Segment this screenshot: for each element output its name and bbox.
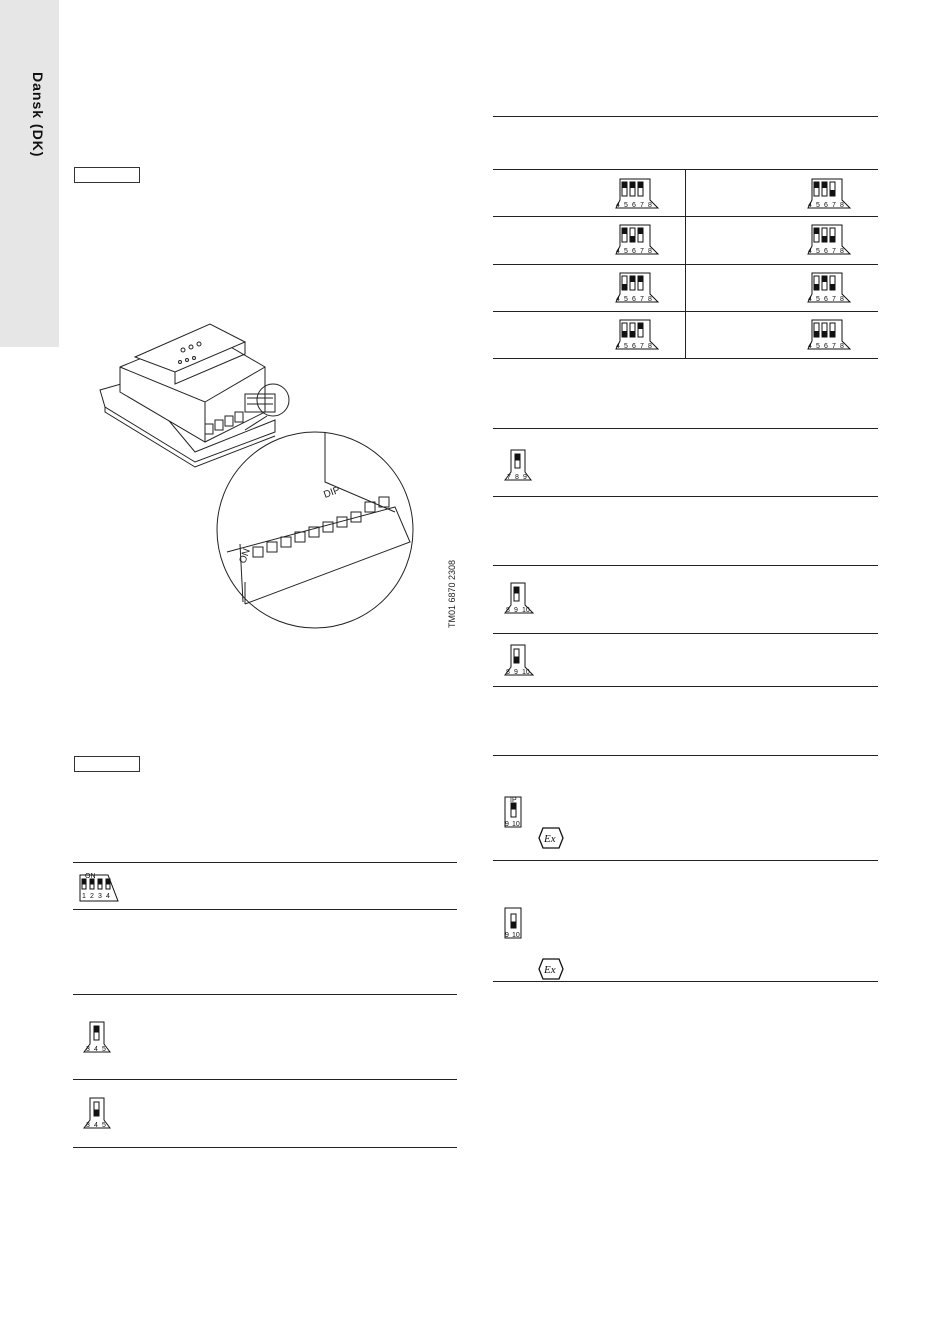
rule <box>73 1147 457 1148</box>
language-label: Dansk (DK) <box>30 72 46 158</box>
dip-num: 7 <box>640 248 644 255</box>
dip-num: 4 <box>94 1122 98 1129</box>
dip-num: 2 <box>90 893 94 900</box>
dip-ip-label: IP <box>510 797 517 804</box>
dip-num: 9 <box>505 821 509 828</box>
dip-num: 4 <box>616 343 620 350</box>
rule <box>493 755 878 756</box>
dip-num: 10 <box>512 932 520 939</box>
dip-num: 6 <box>632 202 636 209</box>
rule <box>493 860 878 861</box>
dip-num: 3 <box>86 1046 90 1053</box>
dip-num: 8 <box>840 248 844 255</box>
dip-num: 3 <box>86 1122 90 1129</box>
dip-num: 10 <box>512 821 520 828</box>
dip-num: 7 <box>832 343 836 350</box>
dip-switch-4-8-icon <box>614 272 660 304</box>
rule <box>493 358 878 359</box>
dip-num: 4 <box>808 202 812 209</box>
rule <box>493 981 878 982</box>
dip-num: 7 <box>507 474 511 481</box>
dip-num: 5 <box>816 343 820 350</box>
dip-num: 5 <box>102 1046 106 1053</box>
rule <box>73 909 457 910</box>
dip-switch-7-9-icon <box>503 448 533 482</box>
dip-num: 6 <box>824 296 828 303</box>
svg-text:ON: ON <box>237 547 253 566</box>
rule <box>73 862 457 863</box>
dip-switch-3-5-icon <box>82 1020 112 1054</box>
rule <box>493 428 878 429</box>
note-box-2 <box>74 756 140 772</box>
dip-num: 5 <box>102 1122 106 1129</box>
dip-num: 6 <box>632 248 636 255</box>
dip-num: 8 <box>648 296 652 303</box>
dip-switch-3-5-icon <box>82 1096 112 1130</box>
dip-num: 4 <box>616 248 620 255</box>
dip-num: 8 <box>648 248 652 255</box>
rule <box>73 994 457 995</box>
dip-switch-4-8-icon <box>806 272 852 304</box>
dip-num: 9 <box>523 474 527 481</box>
dip-switch-4-8-icon <box>806 178 852 210</box>
dip-num: 5 <box>816 296 820 303</box>
dip-num: 5 <box>624 248 628 255</box>
table-divider <box>685 169 686 358</box>
dip-num: 4 <box>808 296 812 303</box>
dip-num: 5 <box>816 248 820 255</box>
dip-num: 1 <box>82 893 86 900</box>
dip-num: 5 <box>624 202 628 209</box>
dip-num: 7 <box>640 202 644 209</box>
dip-num: 9 <box>514 607 518 614</box>
dip-num: 9 <box>514 669 518 676</box>
dip-num: 8 <box>840 202 844 209</box>
dip-switch-4-8-icon <box>614 224 660 256</box>
ex-atex-icon <box>538 826 564 850</box>
note-box-1 <box>74 167 140 183</box>
ex-label: Ex <box>544 964 556 976</box>
rule <box>493 565 878 566</box>
dip-num: 4 <box>808 343 812 350</box>
rule <box>493 116 878 117</box>
dip-num: 4 <box>616 202 620 209</box>
dip-num: 6 <box>824 248 828 255</box>
rule <box>493 633 878 634</box>
dip-num: 7 <box>832 248 836 255</box>
dip-switch-4-8-icon <box>806 319 852 351</box>
dip-num: 6 <box>824 202 828 209</box>
dip-num: 6 <box>632 296 636 303</box>
dip-num: 8 <box>840 343 844 350</box>
dip-num: 7 <box>832 202 836 209</box>
dip-num: 3 <box>98 893 102 900</box>
dip-num: 5 <box>624 343 628 350</box>
dip-switch-4-8-icon <box>806 224 852 256</box>
dip-switch-4-8-icon <box>614 178 660 210</box>
language-sidebar <box>0 0 59 347</box>
dip-num: 5 <box>624 296 628 303</box>
dip-num: 4 <box>616 296 620 303</box>
dip-num: 7 <box>640 343 644 350</box>
dip-on-label: ON <box>85 873 96 880</box>
dip-num: 4 <box>106 893 110 900</box>
dip-num: 7 <box>832 296 836 303</box>
dip-switch-ip-icon <box>503 795 527 829</box>
dip-num: 8 <box>648 343 652 350</box>
dip-num: 6 <box>632 343 636 350</box>
dip-num: 4 <box>94 1046 98 1053</box>
ex-label: Ex <box>544 833 556 845</box>
dip-num: 8 <box>506 669 510 676</box>
dip-num: 10 <box>522 607 530 614</box>
dip-num: 7 <box>640 296 644 303</box>
svg-text:DIP: DIP <box>322 484 342 501</box>
rule <box>73 1079 457 1080</box>
dip-num: 10 <box>522 669 530 676</box>
rule <box>493 496 878 497</box>
dip-switch-8-10-icon <box>503 581 535 615</box>
dip-switch-8-10-icon <box>503 643 535 677</box>
rule <box>493 686 878 687</box>
dip-switch-4-8-icon <box>614 319 660 351</box>
dip-num: 8 <box>840 296 844 303</box>
dip-num: 9 <box>505 932 509 939</box>
ex-atex-icon <box>538 957 564 981</box>
dip-num: 8 <box>515 474 519 481</box>
dip-num: 5 <box>816 202 820 209</box>
device-illustration <box>95 312 425 632</box>
dip-num: 4 <box>808 248 812 255</box>
dip-num: 8 <box>506 607 510 614</box>
dip-num: 6 <box>824 343 828 350</box>
dip-num: 8 <box>648 202 652 209</box>
dip-switch-9-10-icon <box>503 906 527 940</box>
dip-switch-1-4-icon <box>78 873 120 903</box>
figure-code: TM01 6870 2308 <box>447 559 457 628</box>
